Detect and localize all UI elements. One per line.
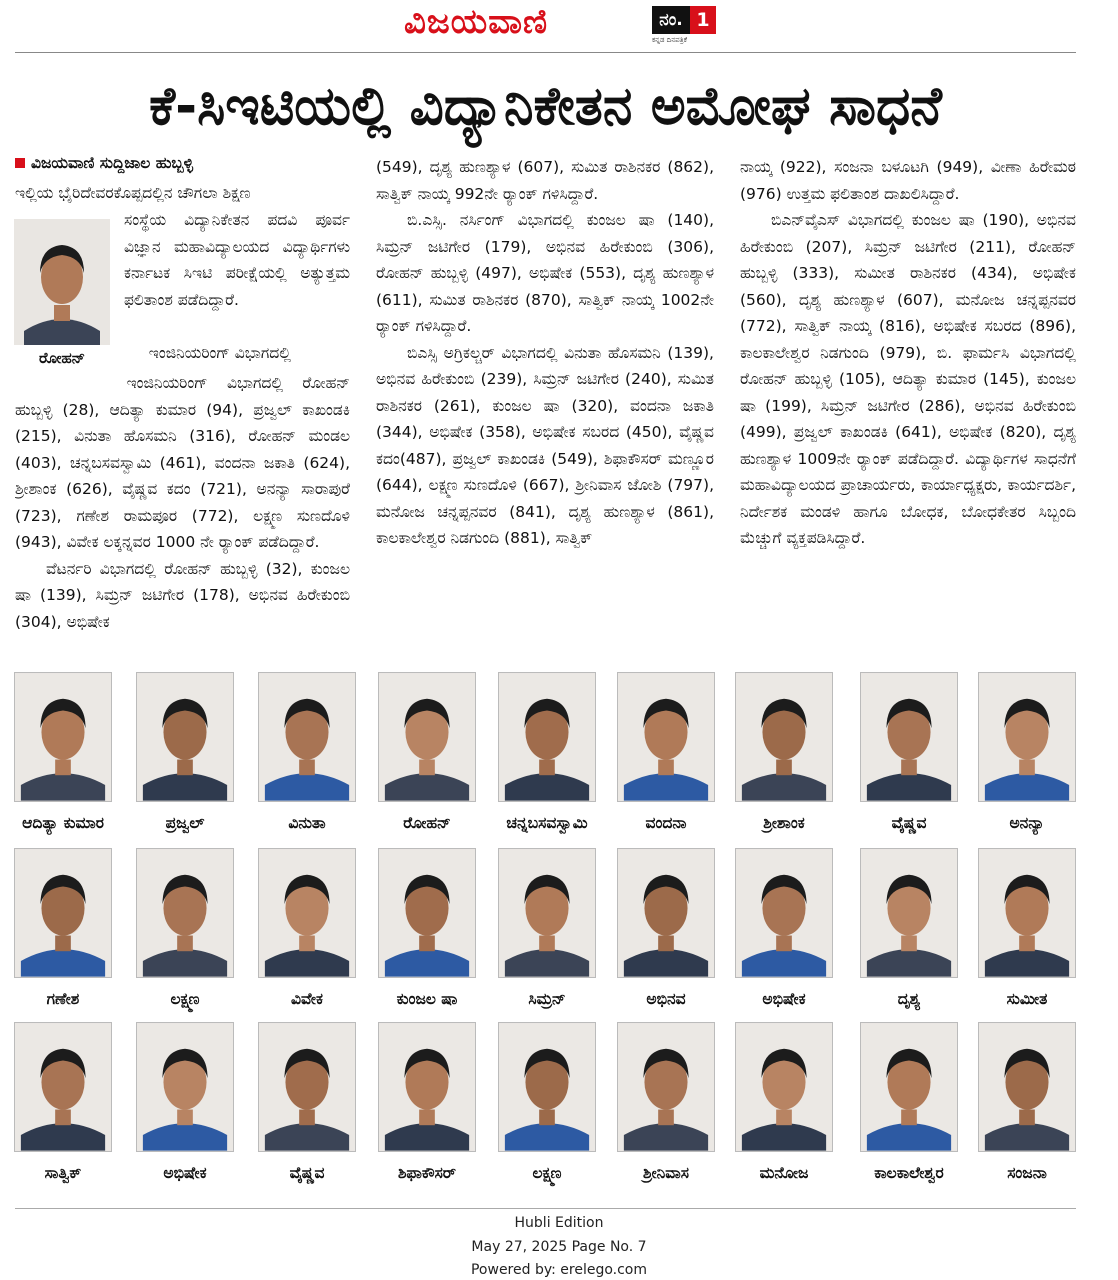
student-portrait-icon [15,1023,111,1151]
student-photo [14,672,112,802]
student-photo [378,1022,476,1152]
student-portrait-icon [861,1023,957,1151]
newspaper-logo: ವಿಜಯವಾಣಿ [404,2,549,42]
badge-text: ನಂ. [652,6,690,34]
student-photo [14,848,112,978]
student-portrait-icon [137,1023,233,1151]
student-name-caption: ಸಂಜನಾ [1007,1164,1047,1182]
student-portrait-icon [14,219,110,345]
badge-number: 1 [690,6,716,34]
number-one-badge [652,6,716,34]
masthead [0,0,1118,52]
lead-photo [14,219,110,345]
byline [15,154,193,173]
student-photo [14,1022,112,1152]
student-photo [378,672,476,802]
student-photo [735,848,833,978]
student-name-caption: ಸುಮೀತ [1006,990,1048,1008]
student-name-caption: ಶ್ರೀಶಾಂಕ [763,814,805,832]
student-portrait-icon [259,849,355,977]
student-name-caption: ಕುಂಜಲ ಷಾ [396,990,458,1008]
student-photo [136,1022,234,1152]
student-name-caption: ದೃಶ್ಯ [897,990,921,1008]
student-photo [978,1022,1076,1152]
article-col3 [740,154,1076,664]
student-photo [860,848,958,978]
student-photo [136,672,234,802]
student-name-caption: ಅಭಿನವ [646,990,686,1008]
student-portrait-icon [861,673,957,801]
student-portrait-icon [979,849,1075,977]
student-name-caption: ಕಾಲಕಾಲೇಶ್ವರ [874,1164,944,1182]
student-name-caption: ಅನನ್ಯಾ [1009,814,1045,832]
lead-photo-caption: ರೋಹನ್ [38,349,86,367]
student-portrait-icon [618,673,714,801]
student-name-caption: ಸಾತ್ವಿಕ್ [44,1164,82,1182]
headline: ಕೆ-ಸಿಇಟಿಯಲ್ಲಿ ವಿದ್ಯಾನಿಕೇತನ ಅಮೋಘ ಸಾಧನೆ [149,76,942,137]
masthead-tagline: ಕನ್ನಡ ದಿನಪತ್ರಿಕೆ [652,36,688,44]
student-name-caption: ಪ್ರಜ್ವಲ್ [165,814,205,832]
student-portrait-icon [861,849,957,977]
student-portrait-icon [379,673,475,801]
student-photo [258,672,356,802]
article-paragraph: ಬಿಎಸ್ಸಿ ಅಗ್ರಿಕಲ್ಚರ್ ವಿಭಾಗದಲ್ಲಿ ವಿನುತಾ ಹೊಸಮನಿ (139), ಅಭಿನವ ಹಿರೇಕುಂಬಿ (239), ಸಿಮ್ರನ್ ಜಟಿಗೇರ (240), ಸುಮಿತ ರಾಶಿನಕರ (261), ಕುಂಜಲ ಷಾ (320), ವಂದನಾ ಜಕಾತಿ (344), ಅಭಿಷೇಕ (358), ಅಭಿಷೇಕ ಸಬರದ (450), ವೈಷ್ಣವ ಕದಂ(487), ಪ್ರಜ್ವಲ್ ಕಾಖಂಡಕಿ (549), ಶಿಫಾಕೌಸರ್ ಮಣ್ಣೂರ (644), ಲಕ್ಷ್ಮಣ ಸುಣದೊಳಿ (667), ಶ್ರೀನಿವಾಸ ಜೋಶಿ (797), ಮನೋಜ ಚನ್ನಪ್ಪನವರ (841), ದೃಶ್ಯ ಹುಣಶ್ಯಾಳ (861), ಕಾಲಕಾಲೇಶ್ವರ ನಿಡಗುಂದಿ (881), ಸಾತ್ವಿಕ್ [376,343,714,547]
student-name-caption: ಮನೋಜ [759,1164,809,1182]
article-paragraph: ಇಂಜಿನಿಯರಿಂಗ್ ವಿಭಾಗದಲ್ಲಿ ರೋಹನ್ ಹುಬ್ಬಳ್ಳಿ (28), ಆದಿತ್ಯಾ ಕುಮಾರ (94), ಪ್ರಜ್ವಲ್ ಕಾಖಂಡಕಿ (215), ವಿನುತಾ ಹೊಸಮನಿ (316), ರೋಹನ್ ಮಂಡಲ (403), ಚನ್ನಬಸವಸ್ವಾಮಿ (461), ವಂದನಾ ಜಕಾತಿ (624), ಶ್ರೀಶಾಂಕ (626), ವೈಷ್ಣವ ಕದಂ (721), ಅನನ್ಯಾ ಸಾರಾಪುರೆ (723), ಗಣೇಶ ರಾಮಪೂರ (772), ಲಕ್ಷ್ಮಣ ಸುಣದೊಳಿ (943), ವಿವೇಕ ಲಕ್ಕನ್ನವರ 1000 ನೇ ರ್‍ಯಾಂಕ್ ಪಡೆದಿದ್ದಾರೆ. [15,374,350,551]
article-paragraph: ಇಲ್ಲಿಯ ಭೈರಿದೇವರಕೊಪ್ಪದಲ್ಲಿನ ಚೌಗಲಾ ಶಿಕ್ಷಣ [15,184,251,202]
article-paragraph: ಇಂಜಿನಿಯರಿಂಗ್ ವಿಭಾಗದಲ್ಲಿ [148,344,291,362]
student-portrait-icon [499,849,595,977]
student-portrait-icon [379,1023,475,1151]
article-paragraph: ಸಂಸ್ಥೆಯ ವಿದ್ಯಾನಿಕೇತನ ಪದವಿ ಪೂರ್ವ ವಿಜ್ಞಾನ ಮಹಾವಿದ್ಯಾಲಯದ ವಿದ್ಯಾರ್ಥಿಗಳು ಕರ್ನಾಟಕ ಸಿಇಟಿ ಪರೀಕ್ಷೆಯಲ್ಲಿ ಅತ್ಯುತ್ತಮ ಫಲಿತಾಂಶ ಪಡೆದಿದ್ದಾರೆ. [124,211,350,309]
student-name-caption: ಅಭಿಷೇಕ [163,1164,207,1182]
student-portrait-icon [499,1023,595,1151]
student-portrait-icon [15,849,111,977]
article-col2 [376,154,714,664]
article-paragraph: (549), ದೃಶ್ಯ ಹುಣಶ್ಯಾಳ (607), ಸುಮಿತ ರಾಶಿನಕರ (862), ಸಾತ್ವಿಕ್ ನಾಯ್ಕ 992ನೇ ರ್‍ಯಾಂಕ್ ಗಳಿಸಿದ್ದಾರೆ. [376,158,714,203]
student-name-caption: ಚನ್ನಬಸವಸ್ವಾಮಿ [506,814,588,832]
student-name-caption: ಆದಿತ್ಯಾ ಕುಮಾರ [22,814,104,832]
student-photo [978,672,1076,802]
student-photo [136,848,234,978]
student-photo [498,672,596,802]
student-photo [498,1022,596,1152]
byline-text: ವಿಜಯವಾಣಿ ಸುದ್ದಿಜಾಲ ಹುಬ್ಬಳ್ಳಿ [31,154,194,172]
student-name-caption: ಶಿಫಾಕೌಸರ್ [397,1164,457,1182]
student-photo [258,848,356,978]
student-photo [617,1022,715,1152]
student-portrait-icon [736,1023,832,1151]
student-photo [617,848,715,978]
student-name-caption: ಲಕ್ಷ್ಮಣ [532,1164,562,1182]
student-name-caption: ವೈಷ್ಣವ [289,1164,325,1182]
student-name-caption: ವಿವೇಕ [290,990,323,1008]
student-portrait-icon [259,673,355,801]
student-photo [498,848,596,978]
student-portrait-icon [259,1023,355,1151]
article-col1-wrap [124,207,350,313]
student-portrait-icon [736,673,832,801]
footer-edition: Hubli Edition [514,1215,604,1231]
student-name-caption: ಗಣೇಶ [46,990,80,1008]
student-portrait-icon [618,849,714,977]
student-portrait-icon [736,849,832,977]
byline-marker-icon [15,158,25,168]
student-photo [258,1022,356,1152]
student-name-caption: ಸಿಮ್ರನ್ [528,990,566,1008]
student-name-caption: ಅಭಿಷೇಕ [762,990,806,1008]
student-portrait-icon [137,849,233,977]
student-name-caption: ಲಕ್ಷ್ಮಣ [170,990,200,1008]
article-paragraph: ಬಿಎನ್‌ವೈಎಸ್ ವಿಭಾಗದಲ್ಲಿ ಕುಂಜಲ ಷಾ (190), ಅಭಿನವ ಹಿರೇಕುಂಬಿ (207), ಸಿಮ್ರನ್ ಜಟಿಗೇರ (211), ರೋಹನ್ ಹುಬ್ಬಳ್ಳಿ (333), ಸುಮೀತ ರಾಶಿನಕರ (434), ಅಭಿಷೇಕ (560), ದೃಶ್ಯ ಹುಣಶ್ಯಾಳ (607), ಮನೋಜ ಚನ್ನಪ್ಪನವರ (772), ಸಾತ್ವಿಕ್ ನಾಯ್ಕ (816), ಅಭಿಷೇಕ ಸಬರದ (896), ಕಾಲಕಾಲೇಶ್ವರ ನಿಡಗುಂದಿ (979), ಬಿ. ಫಾರ್ಮಸಿ ವಿಭಾಗದಲ್ಲಿ ರೋಹನ್ ಹುಬ್ಬಳ್ಳಿ (105), ಆದಿತ್ಯಾ ಕುಮಾರ (145), ಕುಂಜಲ ಷಾ (199), ಸಿಮ್ರನ್ ಜಟಿಗೇರ (286), ಅಭಿನವ ಹಿರೇಕುಂಬಿ (499), ಪ್ರಜ್ವಲ್ ಕಾಖಂಡಕಿ (641), ಅಭಿಷೇಕ (820), ದೃಶ್ಯ ಹುಣಶ್ಯಾಳ 1009ನೇ ರ್‍ಯಾಂಕ್ ಪಡೆದಿದ್ದಾರೆ. ವಿದ್ಯಾರ್ಥಿಗಳ ಸಾಧನೆಗೆ ಮಹಾವಿದ್ಯಾಲಯದ ಪ್ರಾಚಾರ್ಯರು, ಕಾರ್ಯಾಧ್ಯಕ್ಷರು, ಕಾರ್ಯದರ್ಶಿ, ನಿರ್ದೇಶಕ ಮಂಡಳಿ ಹಾಗೂ ಬೋಧಕ, ಬೋಧಕೇತರ ಸಿಬ್ಬಂದಿ ಮೆಚ್ಚುಗೆ ವ್ಯಕ್ತಪಡಿಸಿದ್ದಾರೆ. [740,211,1076,547]
student-photo [735,1022,833,1152]
student-portrait-icon [618,1023,714,1151]
article-paragraph: ನಾಯ್ಕ (922), ಸಂಜನಾ ಬಳೂಟಗಿ (949), ವೀಣಾ ಹಿರೇಮಠ (976) ಉತ್ತಮ ಫಲಿತಾಂಶ ದಾಖಲಿಸಿದ್ದಾರೆ. [740,158,1076,203]
student-photo [378,848,476,978]
student-photo [617,672,715,802]
footer-date-page: May 27, 2025 Page No. 7 [471,1239,647,1255]
student-portrait-icon [379,849,475,977]
student-name-caption: ವಂದನಾ [645,814,687,832]
student-photo [860,672,958,802]
student-portrait-icon [979,673,1075,801]
student-photo [978,848,1076,978]
student-portrait-icon [499,673,595,801]
footer-divider [15,1208,1076,1209]
article-paragraph: ವೆಟರ್ನರಿ ವಿಭಾಗದಲ್ಲಿ ರೋಹನ್ ಹುಬ್ಬಳ್ಳಿ (32), ಕುಂಜಲ ಷಾ (139), ಸಿಮ್ರನ್ ಜಟಿಗೇರ (178), ಅಭಿನವ ಹಿರೇಕುಂಬಿ (304), ಅಭಿಷೇಕ [15,559,350,631]
student-name-caption: ಶ್ರೀನಿವಾಸ [643,1164,689,1182]
student-photo [735,672,833,802]
student-name-caption: ರೋಹನ್ [403,814,451,832]
student-photo [860,1022,958,1152]
student-name-caption: ವೈಷ್ಣವ [891,814,927,832]
article-col1-intro [15,180,350,207]
article-col1-wrap2 [124,340,350,367]
article-col1-body [15,370,350,662]
masthead-divider [15,52,1076,53]
article-paragraph: ಬಿ.ಎಸ್ಸಿ. ನರ್ಸಿಂಗ್ ವಿಭಾಗದಲ್ಲಿ ಕುಂಜಲ ಷಾ (140), ಸಿಮ್ರನ್ ಜಟಿಗೇರ (179), ಅಭಿನವ ಹಿರೇಕುಂಬಿ (306), ರೋಹನ್ ಹುಬ್ಬಳ್ಳಿ (497), ಅಭಿಷೇಕ (553), ದೃಶ್ಯ ಹುಣಶ್ಯಾಳ (611), ಸುಮಿತ ರಾಶಿನಕರ (870), ಸಾತ್ವಿಕ್ ನಾಯ್ಕ 1002ನೇ ರ್‍ಯಾಂಕ್ ಗಳಿಸಿದ್ದಾರೆ. [376,211,714,335]
student-portrait-icon [979,1023,1075,1151]
footer-powered-by: Powered by: erelego.com [470,1262,648,1278]
student-portrait-icon [15,673,111,801]
student-portrait-icon [137,673,233,801]
student-name-caption: ವಿನುತಾ [288,814,326,832]
